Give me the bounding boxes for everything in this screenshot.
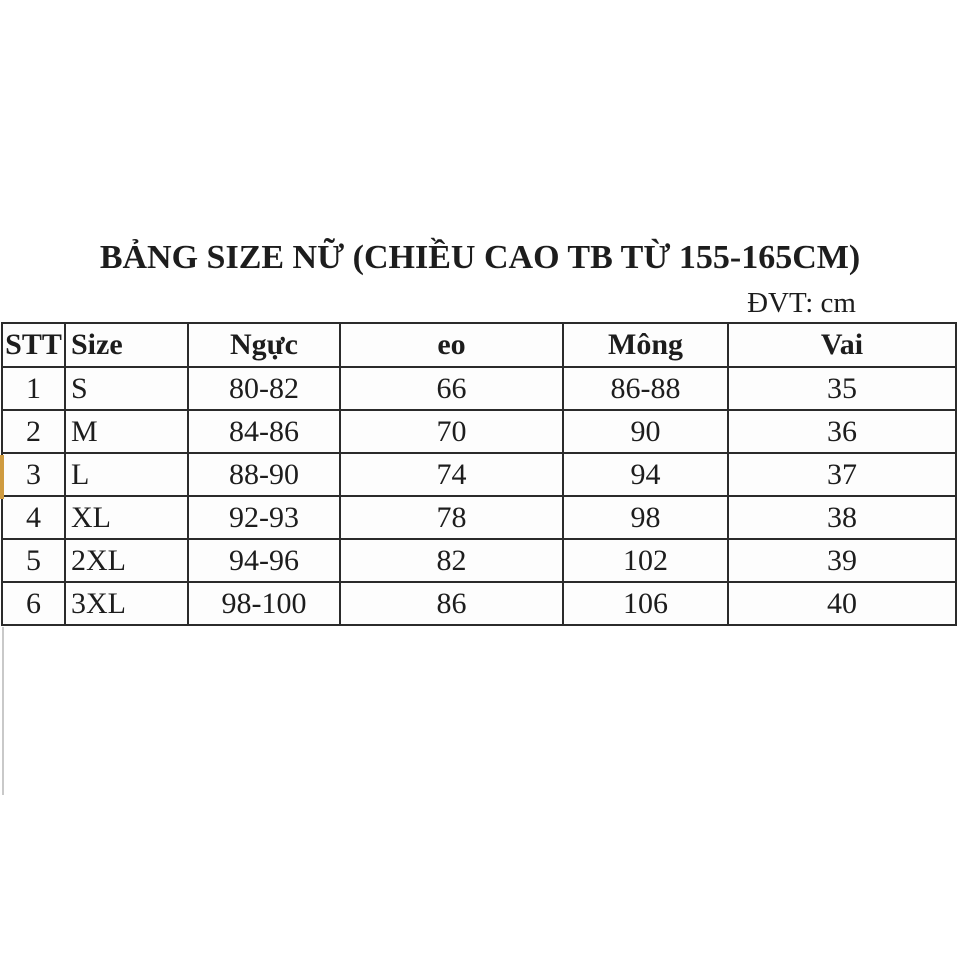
column-header-0: STT — [2, 323, 65, 367]
table-row — [2, 539, 956, 582]
table-cell: L — [65, 453, 188, 496]
table-cell: 80-82 — [188, 367, 340, 410]
column-header-5: Vai — [728, 323, 956, 367]
table-cell: 82 — [340, 539, 563, 582]
table-cell: 92-93 — [188, 496, 340, 539]
table-cell: 86-88 — [563, 367, 728, 410]
table-cell: 6 — [2, 582, 65, 625]
table-cell: 88-90 — [188, 453, 340, 496]
table-cell: 86 — [340, 582, 563, 625]
table-cell: 102 — [563, 539, 728, 582]
column-header-2: Ngực — [188, 323, 340, 367]
column-header-1: Size — [65, 323, 188, 367]
table-cell: S — [65, 367, 188, 410]
table-cell: 98-100 — [188, 582, 340, 625]
table-cell: 66 — [340, 367, 563, 410]
table-cell: 2XL — [65, 539, 188, 582]
table-cell: 3 — [2, 453, 65, 496]
table-cell: 4 — [2, 496, 65, 539]
table-cell: 98 — [563, 496, 728, 539]
table-cell: 94 — [563, 453, 728, 496]
table-row — [2, 367, 956, 410]
table-cell: 78 — [340, 496, 563, 539]
left-edge-orange-artifact — [0, 455, 4, 499]
size-table — [1, 322, 957, 626]
table-cell: 5 — [2, 539, 65, 582]
table-cell: 39 — [728, 539, 956, 582]
table-row — [2, 410, 956, 453]
unit-label: ĐVT: cm — [747, 287, 856, 319]
table-cell: XL — [65, 496, 188, 539]
table-cell: 40 — [728, 582, 956, 625]
table-body — [2, 367, 956, 625]
table-cell: 36 — [728, 410, 956, 453]
table-cell: 3XL — [65, 582, 188, 625]
page-title: BẢNG SIZE NỮ (CHIỀU CAO TB TỪ 155-165CM) — [99, 239, 861, 276]
table-cell: 70 — [340, 410, 563, 453]
table-cell: 74 — [340, 453, 563, 496]
column-header-4: Mông — [563, 323, 728, 367]
left-vertical-line-artifact — [2, 627, 4, 795]
table-cell: 35 — [728, 367, 956, 410]
table-header-row — [2, 323, 956, 367]
table-cell: 2 — [2, 410, 65, 453]
table-row — [2, 582, 956, 625]
table-cell: 84-86 — [188, 410, 340, 453]
table-cell: 106 — [563, 582, 728, 625]
table-cell: 94-96 — [188, 539, 340, 582]
table-cell: 1 — [2, 367, 65, 410]
table-row — [2, 453, 956, 496]
table-row — [2, 496, 956, 539]
column-header-3: eo — [340, 323, 563, 367]
table-cell: 90 — [563, 410, 728, 453]
table-cell: 37 — [728, 453, 956, 496]
table-cell: M — [65, 410, 188, 453]
table-cell: 38 — [728, 496, 956, 539]
